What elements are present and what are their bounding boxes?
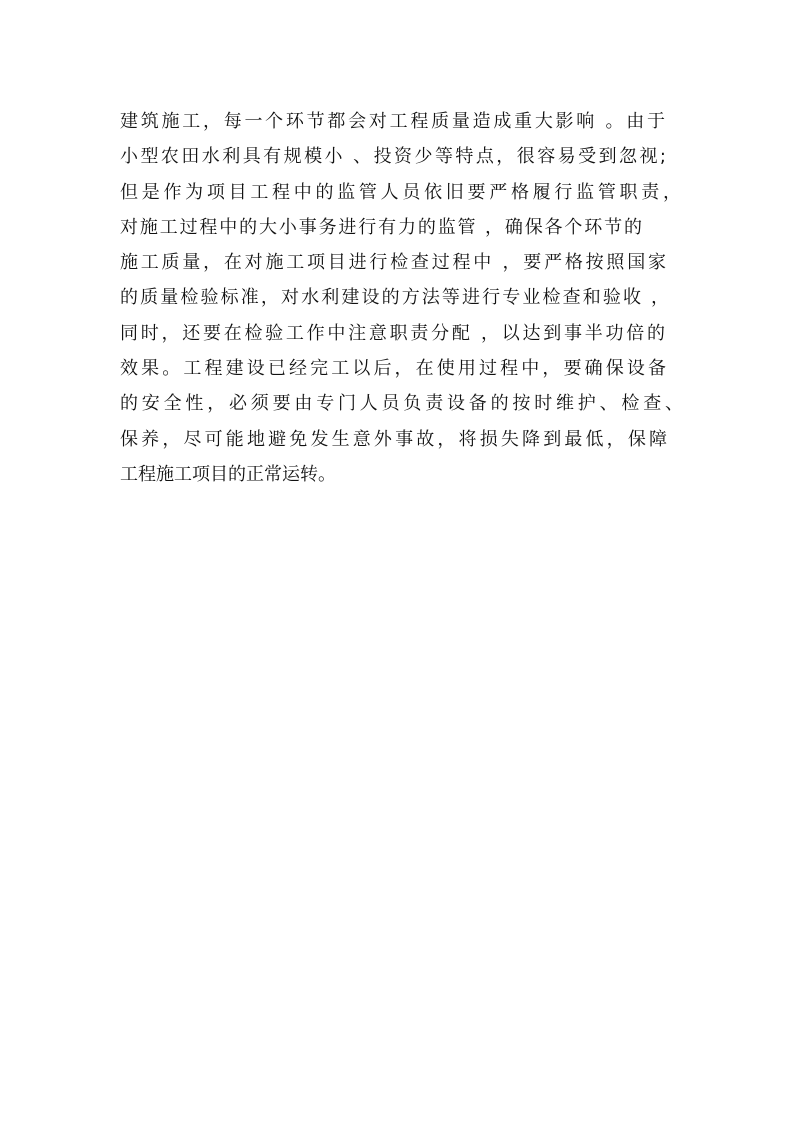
paragraph-line: 效果。工程建设已经完工以后，在使用过程中，要确保设备 [120, 358, 666, 380]
paragraph-line: 但是作为项目工程中的监管人员依旧要严格履行监管职责， [120, 181, 681, 203]
paragraph-line: 的安全性，必须要由专门人员负责设备的按时维护、检查、 [120, 393, 683, 415]
paragraph-line: 施工质量，在对施工项目进行检查过程中 ，要严格按照国家 [120, 252, 666, 274]
paragraph-line: 小型农田水利具有规模小 、投资少等特点，很容易受到忽视; [120, 146, 666, 168]
paragraph-line: 保养，尽可能地避免发生意外事故，将损失降到最低，保障 [120, 428, 667, 450]
paragraph-line: 的质量检验标准，对水利建设的方法等进行专业检查和验收 ， [120, 287, 669, 309]
paragraph-line: 对施工过程中的大小事务进行有力的监管 ，确保各个环节的 [120, 216, 642, 238]
paragraph-line: 工程施工项目的正常运转。 [120, 463, 336, 485]
body-paragraph [120, 104, 700, 492]
paragraph-line: 同时，还要在检验工作中注意职责分配 ，以达到事半功倍的 [120, 322, 665, 344]
paragraph-line: 建筑施工，每一个环节都会对工程质量造成重大影响 。由于 [120, 111, 665, 132]
